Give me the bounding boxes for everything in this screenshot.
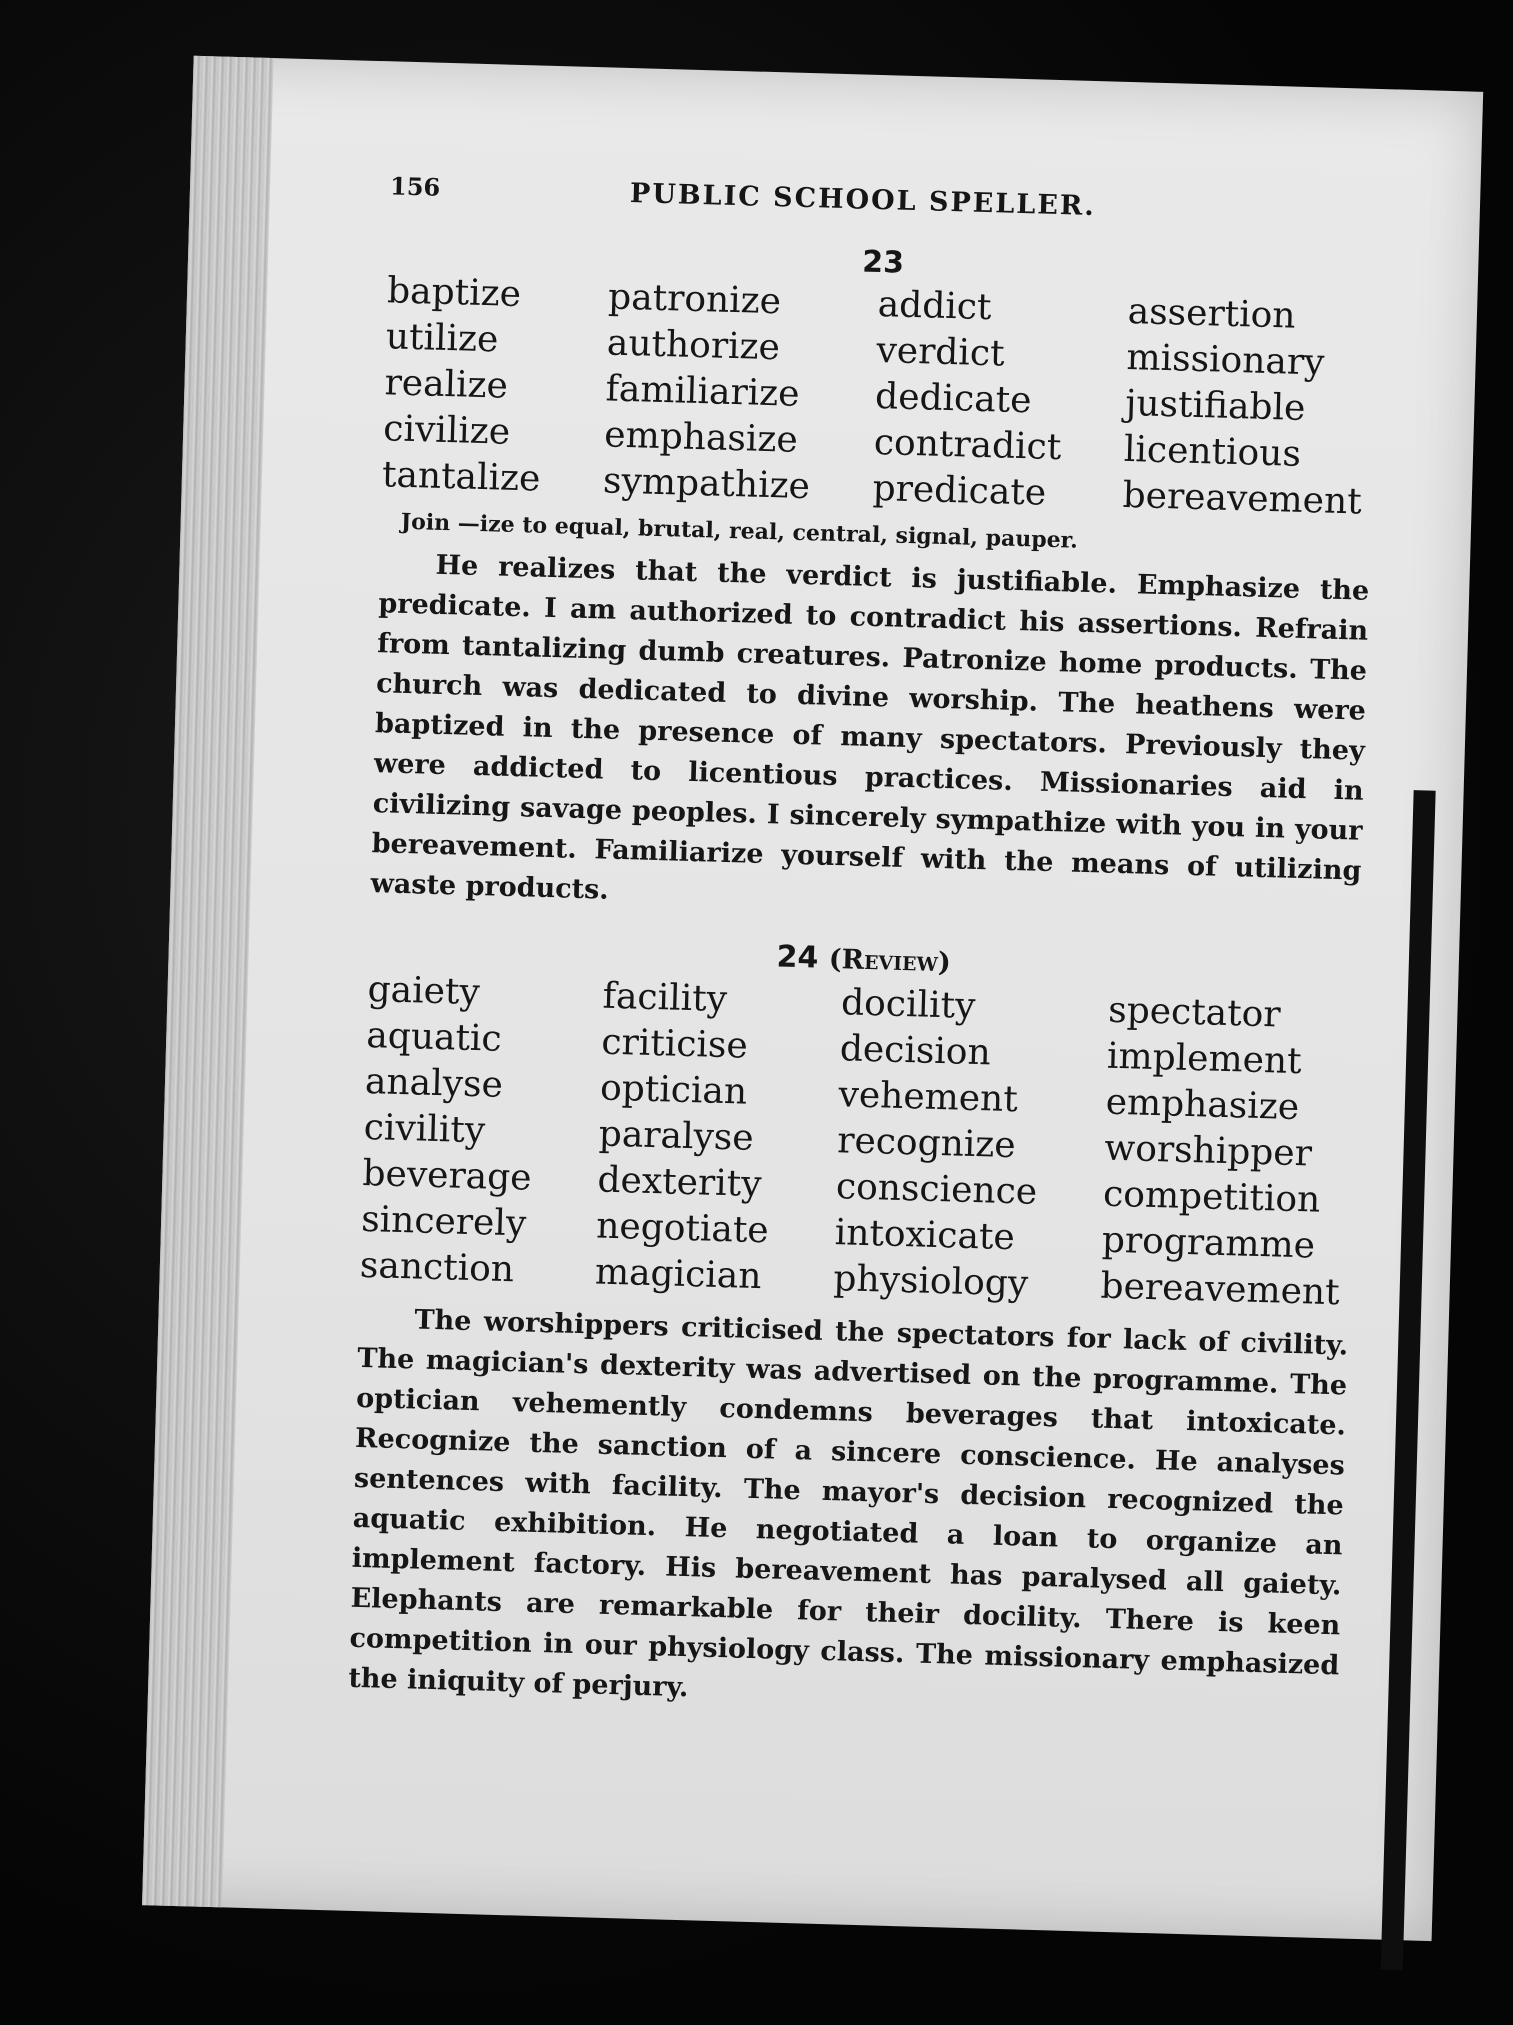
word: optician [599, 1067, 748, 1113]
word: contradict [873, 421, 1062, 469]
lesson-24-column-1 [359, 967, 537, 1294]
lesson-23-word-list [381, 268, 1377, 526]
word: bereavement [1122, 474, 1363, 523]
page-content [347, 171, 1380, 1750]
word: realize [384, 362, 509, 407]
lesson-24-column-3 [833, 980, 1043, 1307]
word: conscience [835, 1166, 1038, 1213]
word: worshipper [1103, 1127, 1313, 1175]
word: sanction [359, 1244, 515, 1291]
word: tantalize [381, 454, 541, 500]
word: competition [1102, 1173, 1321, 1221]
word: licentious [1123, 428, 1302, 475]
word: recognize [836, 1120, 1017, 1167]
word: facility [602, 975, 728, 1021]
lesson-24-word-list [359, 967, 1358, 1317]
word: bereavement [1100, 1265, 1341, 1314]
word: authorize [606, 322, 781, 369]
word: justifiable [1124, 382, 1306, 429]
lesson-24-column-2 [594, 974, 775, 1301]
word: spectator [1107, 989, 1282, 1036]
word: utilize [385, 316, 499, 361]
lesson-23-sentences: He realizes that the verdict is justifiable. Emphasize the predicate. I am authorized to contradict his assertions. Refrain from tantalizing dumb creatures. Patronize home products. The church was dedicated to divine worship. The heathens were baptized in the presence of many spectators. Previously they were addicted to licentious practices. Missionaries aid in civilizing savage peoples. I sincerely sympathize with you in your bereavement. Familiarize yourself with the means of utilizing waste products. [370, 549, 1370, 906]
lesson-24-sentences: The worshippers criticised the spectators for lack of civility. The magician's dexterity was advertised on the programme. The optician vehemently condemns beverages that intoxicate. Recognize the sanction of a sincere conscience. He analyses sentences with facility. The mayor's decision recognized the aquatic exhibition. He negotiated a loan to organize an implement factory. His bereavement has paralysed all gaiety. Elephants are remarkable for their docility. There is keen competition in our physiology class. The missionary emphasized the iniquity of perjury. [348, 1304, 1349, 1704]
word: dexterity [597, 1159, 763, 1206]
lesson-23-column-4 [1122, 289, 1367, 526]
word: beverage [361, 1152, 533, 1199]
word: docility [840, 982, 976, 1027]
word: civilize [382, 408, 511, 453]
word: aquatic [365, 1015, 503, 1060]
lesson-24-number: 24 [776, 939, 819, 976]
word: patronize [607, 276, 782, 323]
word: paralyse [598, 1113, 755, 1159]
word: programme [1101, 1219, 1316, 1267]
lesson-23-number-text: 23 [861, 244, 905, 281]
word: emphasize [603, 414, 799, 461]
running-head: PUBLIC SCHOOL SPELLER. [629, 178, 1097, 223]
lesson-23-column-3 [872, 282, 1066, 517]
page-stack-edge [142, 56, 274, 1908]
binding-shadow [1381, 790, 1436, 1970]
lesson-24-column-4 [1100, 988, 1348, 1317]
word: criticise [600, 1021, 749, 1067]
word: sincerely [360, 1198, 527, 1245]
word: emphasize [1105, 1081, 1300, 1129]
book-page [142, 56, 1483, 1941]
word: negotiate [595, 1205, 770, 1252]
word: implement [1106, 1035, 1303, 1083]
word: familiarize [605, 368, 801, 415]
word: intoxicate [834, 1212, 1016, 1259]
page-number: 156 [389, 171, 441, 202]
word: verdict [875, 329, 1006, 375]
word: decision [839, 1028, 992, 1074]
word: sympathize [602, 460, 811, 508]
word: vehement [838, 1074, 1019, 1121]
word: magician [594, 1251, 763, 1298]
word: physiology [832, 1258, 1029, 1305]
lesson-23-column-2 [602, 274, 815, 510]
word: predicate [872, 467, 1047, 514]
word: dedicate [874, 375, 1033, 422]
word: civility [363, 1106, 486, 1152]
word: missionary [1125, 336, 1326, 384]
lesson-24-review-label: (Review) [828, 943, 952, 979]
lesson-23-column-1 [381, 268, 546, 502]
lesson-23-join-instruction: Join —ize to equal, brutal, real, central, signal, pauper. [400, 508, 1079, 554]
word: baptize [386, 270, 522, 316]
word: gaiety [367, 969, 481, 1014]
word: assertion [1127, 290, 1297, 337]
word: analyse [364, 1061, 504, 1106]
word: addict [877, 284, 993, 329]
